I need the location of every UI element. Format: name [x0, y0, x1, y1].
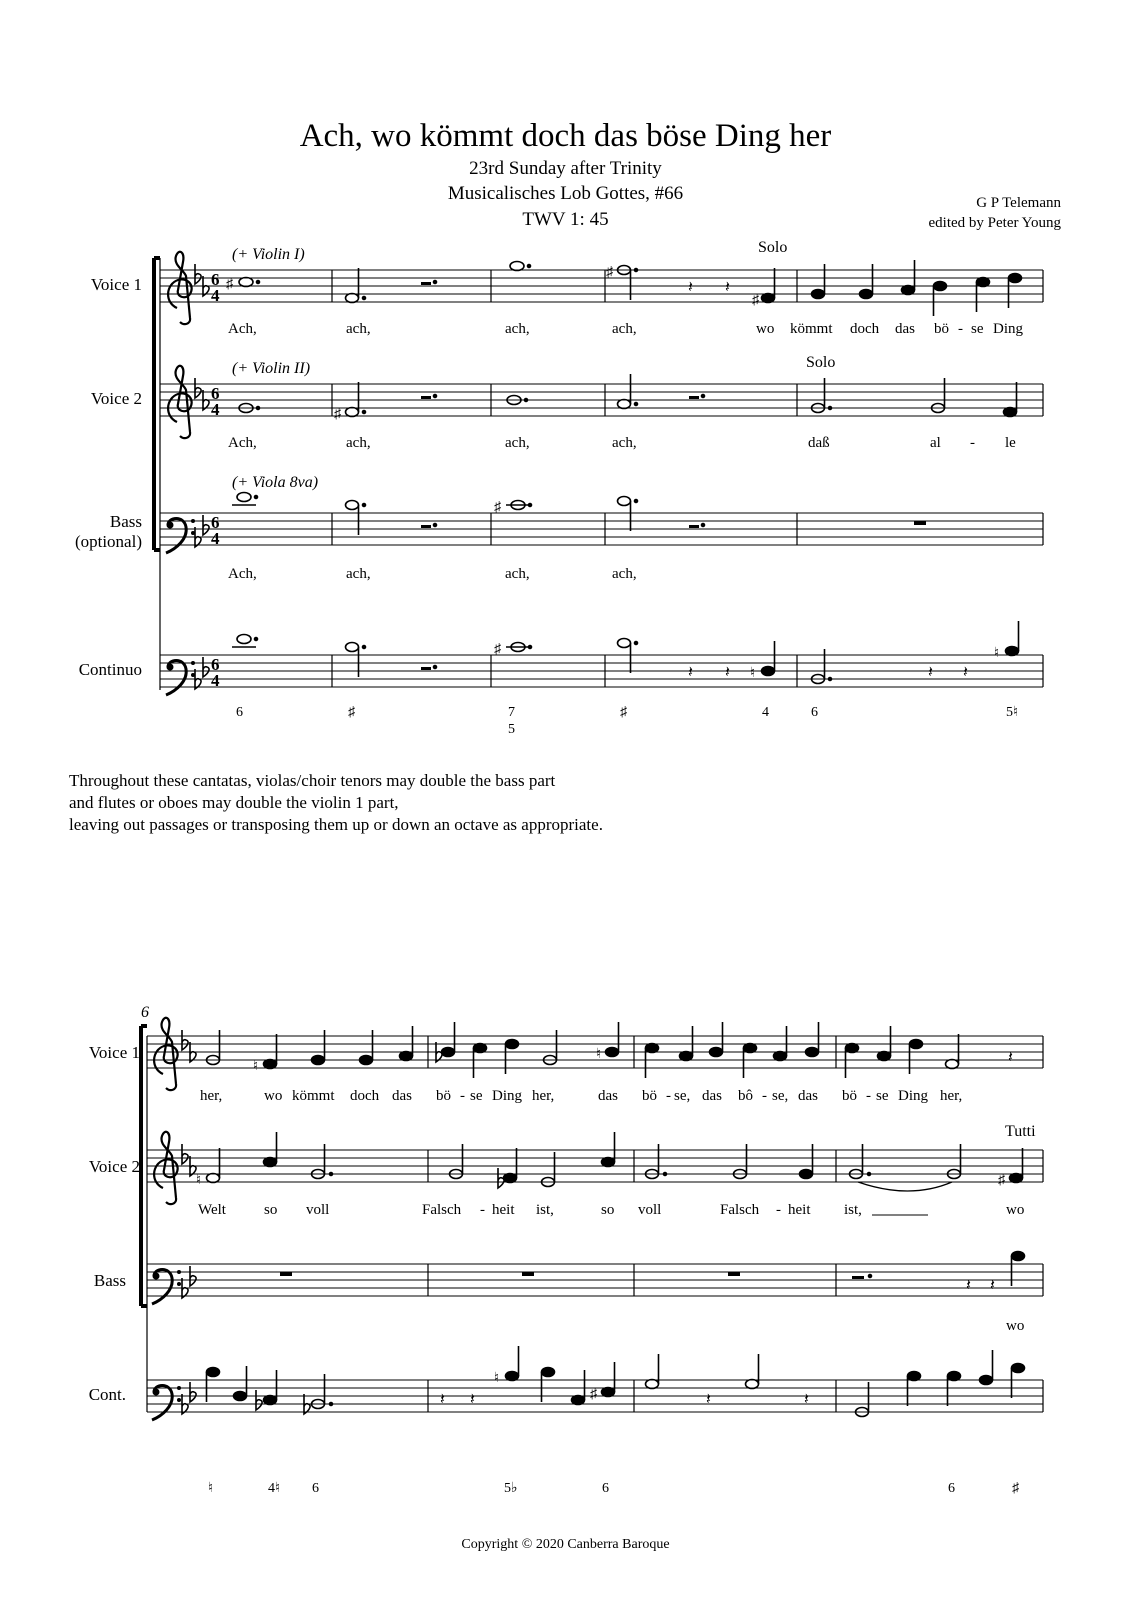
measure-number: 6	[141, 1004, 149, 1021]
part-name-voice2-sys2: Voice 2	[88, 1157, 140, 1176]
flat-icon	[195, 669, 201, 689]
flat-icon	[203, 657, 209, 677]
part-name-voice1-sys2: Voice 1	[88, 1043, 140, 1062]
subtitle-catalogue: TWV 1: 45	[522, 209, 609, 230]
lyric-syllable: Ach,	[228, 566, 257, 582]
lyric-syllable: -	[762, 1088, 767, 1104]
lyric-syllable: das	[798, 1088, 818, 1104]
svg-text:♯: ♯	[998, 1173, 1005, 1188]
figure: 4	[762, 705, 769, 720]
lyric-syllable: se,	[772, 1088, 789, 1104]
lyric-syllable: Ding	[993, 321, 1023, 337]
bass-clef-icon	[166, 661, 195, 696]
staff-bass-sys2	[147, 1264, 1043, 1296]
lyric-syllable: ach,	[505, 566, 530, 582]
notes-voice1	[226, 260, 1022, 316]
svg-text:𝄽: 𝄽	[688, 279, 693, 296]
svg-text:♯: ♯	[334, 407, 341, 422]
performance-note-line1: Throughout these cantatas, violas/choir tenors may double the bass part	[69, 771, 556, 790]
staff-voice2	[160, 384, 1043, 416]
lyrics-bass-sys2	[1006, 1318, 1024, 1334]
lyric-syllable: bö	[934, 321, 949, 337]
figure: 6	[236, 705, 243, 720]
lyric-syllable: Ding	[898, 1088, 928, 1104]
lyric-syllable: Ach,	[228, 435, 257, 451]
lyric-syllable: ist,	[844, 1202, 862, 1218]
svg-text:𝄽: 𝄽	[470, 1391, 475, 1408]
notes-voice2	[239, 374, 1017, 422]
lyrics-voice1	[228, 321, 1024, 337]
svg-text:♯: ♯	[606, 265, 613, 280]
lyric-syllable: -	[460, 1088, 465, 1104]
lyric-syllable: al	[930, 435, 941, 451]
lyric-syllable: ach,	[346, 435, 371, 451]
figure: 6	[811, 705, 818, 720]
lyric-syllable: -	[866, 1088, 871, 1104]
svg-text:♯: ♯	[494, 642, 501, 657]
page-title: Ach, wo kömmt doch das böse Ding her	[299, 118, 832, 154]
svg-text:♮: ♮	[494, 1371, 500, 1386]
svg-text:♯: ♯	[590, 1387, 597, 1402]
figure: ♯	[1012, 1481, 1019, 1496]
svg-text:♮: ♮	[253, 1059, 259, 1074]
lyric-syllable: se	[470, 1088, 483, 1104]
figure: 5♮	[1006, 705, 1019, 720]
treble-clef-icon	[168, 366, 192, 438]
performance-note-line3: leaving out passages or transposing them up or down an octave as appropriate.	[69, 815, 603, 834]
lyric-syllable: doch	[850, 321, 880, 337]
treble-clef-icon	[154, 1018, 178, 1090]
lyric-syllable: so	[264, 1202, 278, 1218]
bracket-system2	[141, 1026, 147, 1306]
lyric-syllable: her,	[532, 1088, 555, 1104]
figured-bass-system1	[236, 705, 1018, 737]
lyric-syllable: doch	[350, 1088, 380, 1104]
flat-icon	[190, 1042, 196, 1062]
staff-bass	[160, 513, 1043, 545]
lyric-syllable: voll	[306, 1202, 330, 1218]
time-sig-bottom: 4	[211, 671, 220, 690]
lyric-syllable: das	[598, 1088, 618, 1104]
svg-text:𝄽: 𝄽	[990, 1277, 995, 1294]
svg-text:♮: ♮	[196, 1173, 202, 1188]
svg-text:𝄽: 𝄽	[928, 664, 933, 681]
subtitle-collection: Musicalisches Lob Gottes, #66	[447, 183, 684, 204]
flat-icon	[190, 1382, 196, 1402]
bracket-system1	[154, 258, 160, 550]
lyric-syllable: daß	[808, 435, 830, 451]
figure: 7	[508, 705, 515, 720]
part-name-cont-sys2: Cont.	[88, 1385, 126, 1404]
performance-note-line2: and flutes or oboes may double the violin 1 part,	[69, 793, 399, 812]
figure: 6	[602, 1481, 609, 1496]
flat-icon	[203, 515, 209, 535]
flat-icon	[182, 1278, 188, 1298]
staff-voice2-sys2	[147, 1150, 1043, 1182]
lyric-syllable: Falsch	[720, 1202, 760, 1218]
part-name-continuo: Continuo	[78, 660, 142, 679]
svg-text:𝄽: 𝄽	[963, 664, 968, 681]
svg-text:♯: ♯	[752, 293, 759, 308]
lyrics-voice2-sys2	[198, 1202, 1024, 1218]
lyrics-bass	[228, 566, 637, 582]
lyric-syllable: heit	[492, 1202, 515, 1218]
lyric-syllable: se	[971, 321, 984, 337]
direction-viola: (+ Viola 8va)	[232, 474, 319, 491]
flat-icon	[203, 390, 209, 410]
lyric-syllable: kömmt	[292, 1088, 335, 1104]
copyright: Copyright © 2020 Canberra Baroque	[461, 1537, 670, 1552]
lyric-syllable: Ding	[492, 1088, 522, 1104]
flat-icon	[195, 264, 201, 284]
composer: G P Telemann	[976, 195, 1061, 211]
svg-text:𝄽: 𝄽	[440, 1391, 445, 1408]
staff-continuo	[160, 655, 1043, 687]
figure: 5♭	[504, 1481, 518, 1496]
flat-icon	[195, 527, 201, 547]
lyric-syllable: heit	[788, 1202, 811, 1218]
svg-text:𝄽: 𝄽	[804, 1391, 809, 1408]
lyric-syllable: -	[958, 321, 963, 337]
lyrics-voice1-sys2	[200, 1088, 962, 1104]
lyric-syllable: her,	[200, 1088, 223, 1104]
direction-solo-v1: Solo	[758, 239, 788, 256]
treble-clef-icon	[154, 1132, 178, 1204]
svg-text:𝄽: 𝄽	[725, 664, 730, 681]
notes-cont-sys2	[207, 1346, 1025, 1417]
lyric-syllable: -	[666, 1088, 671, 1104]
part-name-bass-optional: (optional)	[74, 532, 142, 551]
svg-text:♯: ♯	[226, 277, 233, 292]
direction-tutti: Tutti	[1005, 1123, 1036, 1140]
lyric-syllable: wo	[1006, 1318, 1025, 1334]
figure: ♮	[208, 1481, 214, 1496]
flat-icon	[190, 1266, 196, 1286]
lyric-syllable: ach,	[505, 321, 530, 337]
figure: 4♮	[268, 1481, 281, 1496]
figure: 5	[508, 722, 515, 737]
system-2	[141, 1004, 1043, 1496]
flat-icon	[182, 1144, 188, 1164]
svg-text:𝄽: 𝄽	[1008, 1049, 1013, 1066]
lyric-syllable: ach,	[346, 566, 371, 582]
subtitle-occasion: 23rd Sunday after Trinity	[469, 158, 662, 179]
notes-continuo	[232, 621, 1019, 684]
lyric-syllable: kömmt	[790, 321, 833, 337]
svg-text:𝄽: 𝄽	[688, 664, 693, 681]
time-sig-bottom: 4	[211, 286, 220, 305]
lyric-syllable: ach,	[612, 435, 637, 451]
svg-text:♮: ♮	[596, 1047, 602, 1062]
lyric-syllable: bö	[436, 1088, 451, 1104]
lyric-syllable: bô	[738, 1088, 753, 1104]
figure: ♯	[620, 705, 627, 720]
lyric-syllable: ach,	[612, 566, 637, 582]
lyric-syllable: ist,	[536, 1202, 554, 1218]
svg-text:𝄽: 𝄽	[706, 1391, 711, 1408]
system-1	[154, 239, 1043, 737]
time-sig-bottom: 4	[211, 400, 220, 419]
time-sig-top: 6	[211, 384, 220, 403]
figure: 6	[948, 1481, 955, 1496]
lyric-syllable: se,	[674, 1088, 691, 1104]
lyric-syllable: Falsch	[422, 1202, 462, 1218]
part-name-bass-sys2: Bass	[93, 1271, 126, 1290]
lyric-syllable: le	[1005, 435, 1016, 451]
lyric-syllable: voll	[638, 1202, 662, 1218]
direction-solo-v2: Solo	[806, 354, 836, 371]
lyric-syllable: wo	[756, 321, 775, 337]
lyric-syllable: -	[970, 435, 975, 451]
lyric-syllable: -	[480, 1202, 485, 1218]
lyric-syllable: Welt	[198, 1202, 226, 1218]
staff-voice1-sys2	[147, 1036, 1043, 1068]
svg-text:𝄽: 𝄽	[725, 279, 730, 296]
treble-clef-icon	[168, 252, 192, 324]
lyric-syllable: bö	[842, 1088, 857, 1104]
lyric-syllable: so	[601, 1202, 615, 1218]
lyrics-voice2	[228, 435, 1016, 451]
direction-violin2: (+ Violin II)	[232, 360, 311, 377]
part-name-bass: Bass	[109, 512, 142, 531]
time-sig-top: 6	[211, 513, 220, 532]
lyric-syllable: -	[776, 1202, 781, 1218]
time-sig-bottom: 4	[211, 529, 220, 548]
lyric-syllable: Ach,	[228, 321, 257, 337]
direction-violin1: (+ Violin I)	[232, 246, 305, 263]
time-sig-top: 6	[211, 655, 220, 674]
lyric-syllable: das	[392, 1088, 412, 1104]
lyric-syllable: wo	[264, 1088, 283, 1104]
bass-clef-icon	[152, 1270, 181, 1305]
lyric-syllable: wo	[1006, 1202, 1025, 1218]
lyric-syllable: her,	[940, 1088, 963, 1104]
lyric-syllable: ach,	[612, 321, 637, 337]
bass-clef-icon	[152, 1386, 181, 1421]
figure: ♯	[348, 705, 355, 720]
time-sig-top: 6	[211, 270, 220, 289]
flat-icon	[203, 276, 209, 296]
lyric-syllable: bö	[642, 1088, 657, 1104]
lyric-syllable: ach,	[346, 321, 371, 337]
flat-icon	[195, 378, 201, 398]
lyric-syllable: ach,	[505, 435, 530, 451]
svg-text:♮: ♮	[994, 646, 1000, 661]
lyric-syllable: se	[876, 1088, 889, 1104]
bass-clef-icon	[166, 519, 195, 554]
svg-text:♮: ♮	[750, 666, 756, 681]
notes-voice1-sys2	[207, 1022, 1014, 1078]
flat-icon	[182, 1394, 188, 1414]
flat-icon	[182, 1030, 188, 1050]
svg-text:♯: ♯	[494, 500, 501, 515]
figured-bass-system2	[208, 1481, 1020, 1496]
part-name-voice1: Voice 1	[90, 275, 142, 294]
editor: edited by Peter Young	[928, 215, 1061, 231]
figure: 6	[312, 1481, 319, 1496]
lyric-syllable: das	[895, 321, 915, 337]
part-name-voice2: Voice 2	[90, 389, 142, 408]
lyric-syllable: das	[702, 1088, 722, 1104]
svg-text:𝄽: 𝄽	[966, 1277, 971, 1294]
